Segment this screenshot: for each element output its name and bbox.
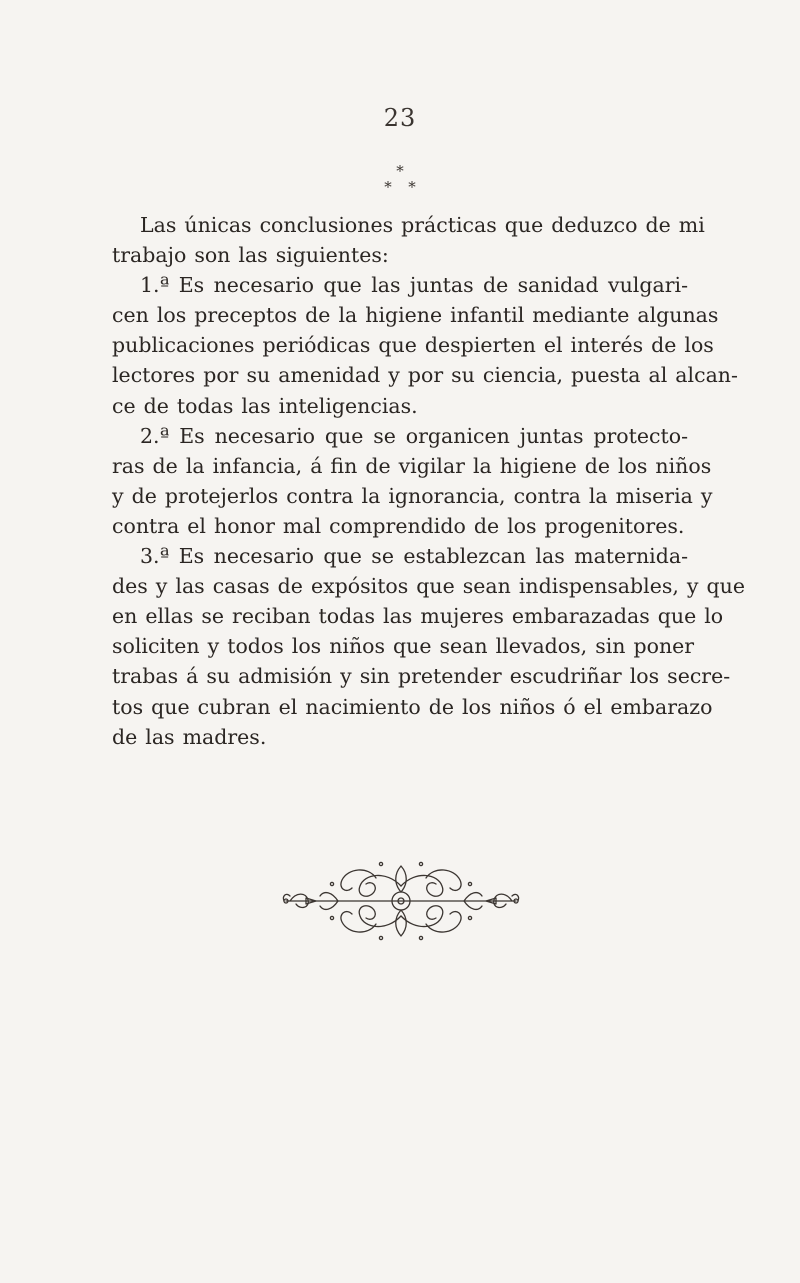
text-line: Las únicas conclusiones prácticas que deduzco de mi — [140, 213, 705, 237]
text-line: trabas á su admisión y sin pretender escudriñar los secre- — [112, 664, 731, 689]
text-line: des y las casas de expósitos que sean indispensables, y que — [112, 574, 745, 599]
asterism-icon — [365, 160, 435, 200]
text-line: soliciten y todos los niños que sean llevados, sin poner — [112, 634, 695, 659]
printers-ornament-icon — [276, 856, 526, 946]
text-line: cen los preceptos de la higiene infantil mediante algunas — [112, 303, 719, 328]
text-line: en ellas se reciban todas las mujeres embarazadas que lo — [112, 604, 724, 629]
asterism-star: * — [408, 178, 416, 196]
page-number: 23 — [383, 104, 417, 132]
text-line: trabajo son las siguientes: — [112, 243, 389, 268]
text-line: contra el honor mal comprendido de los progenitores. — [112, 513, 685, 538]
text-line: lectores por su amenidad y por su ciencia, puesta al alcan- — [112, 363, 738, 388]
text-line: 1.ª Es necesario que las juntas de sanidad vulgari- — [140, 273, 688, 298]
text-line: 3.ª Es necesario que se establezcan las maternida- — [140, 544, 688, 569]
text-line: tos que cubran el nacimiento de los niños ó el embarazo — [112, 694, 713, 719]
asterism-star: * — [384, 178, 392, 196]
text-line: ce de todas las inteligencias. — [112, 393, 418, 418]
asterism-star: * — [396, 162, 404, 180]
text-line: ras de la infancia, á fin de vigilar la higiene de los niños — [112, 453, 712, 478]
text-line: de las madres. — [112, 724, 267, 749]
text-line: publicaciones periódicas que despierten el interés de los — [112, 333, 714, 358]
text-line: y de protejerlos contra la ignorancia, contra la miseria y — [112, 483, 713, 508]
text-line: 2.ª Es necesario que se organicen juntas protecto- — [140, 423, 688, 448]
body-text — [112, 210, 745, 752]
